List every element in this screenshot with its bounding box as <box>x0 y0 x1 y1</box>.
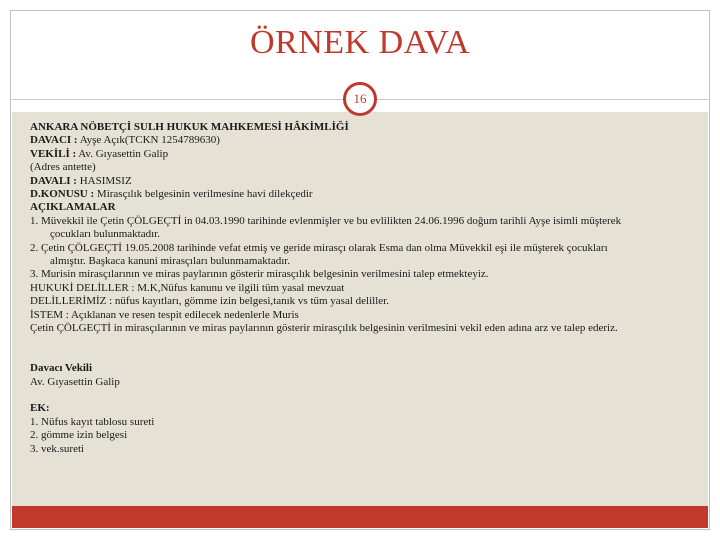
footer-accent-bar <box>12 506 708 528</box>
attachment-item: 2. gömme izin belgesi <box>30 429 128 442</box>
defendant-line: DAVALI : HASIMSIZ <box>30 174 132 187</box>
attachments-heading: EK: <box>30 402 50 415</box>
petition-text <box>30 121 700 456</box>
request-line: İSTEM : Açıklanan ve resen tespit edilecek nedenlerle Muris <box>30 308 299 321</box>
attachment-item: 3. vek.sureti <box>30 442 85 455</box>
explanation-item-2-cont: almıştır. Başkaca kanuni mirasçıları bulunmamaktadır. <box>50 255 291 268</box>
explanation-item-1: 1. Müvekkil ile Çetin ÇÖLGEÇTİ in 04.03.1990 tarihinde evlenmişler ve bu evlilikten 24.06.1996 doğum tarihli Ayşe isimli müşterek <box>30 214 622 227</box>
attachment-item: 1. Nüfus kayıt tablosu sureti <box>30 415 155 428</box>
plaintiff-line: DAVACI : Ayşe Açık(TCKN 1254789630) <box>30 134 220 147</box>
page-number-badge: 16 <box>343 82 377 116</box>
request-line-cont: Çetin ÇÖLGEÇTİ in mirasçılarının ve miras paylarının gösterir mirasçılık belgesinin verilmesini vekil eden adına arz ve talep ederiz. <box>30 322 618 335</box>
signature-name: Av. Gıyasettin Galip <box>30 375 120 388</box>
attorney-line: VEKİLİ : Av. Gıyasettin Galip <box>30 147 169 160</box>
signature-label: Davacı Vekili <box>30 362 93 375</box>
explanations-heading: AÇIKLAMALAR <box>30 201 116 214</box>
subject-line: D.KONUSU : Mirasçılık belgesinin verilmesine havi dilekçedir <box>30 188 313 201</box>
slide-title: ÖRNEK DAVA <box>249 24 471 61</box>
address-note: (Adres antette) <box>30 161 96 174</box>
evidence-line: DELİLLERİMİZ : nüfus kayıtları, gömme izin belgesi,tanık vs tüm yasal deliller. <box>30 295 389 308</box>
explanation-item-1-cont: çocukları bulunmaktadır. <box>50 228 160 241</box>
explanation-item-3: 3. Murisin mirasçılarının ve miras paylarının gösterir mirasçılık belgesinin verilmesini talep etmekteyiz. <box>30 268 489 281</box>
legal-evidence-line: HUKUKİ DELİLLER : M.K,Nüfus kanunu ve ilgili tüm yasal mevzuat <box>30 281 345 294</box>
explanation-item-2: 2. Çetin ÇÖLGEÇTİ 19.05.2008 tarihinde vefat etmiş ve geride mirasçı olarak Esma dan olma Müvekkil eşi ile müşterek çocukları <box>30 241 608 254</box>
court-heading: ANKARA NÖBETÇİ SULH HUKUK MAHKEMESİ HÂKİMLİĞİ <box>30 121 349 133</box>
